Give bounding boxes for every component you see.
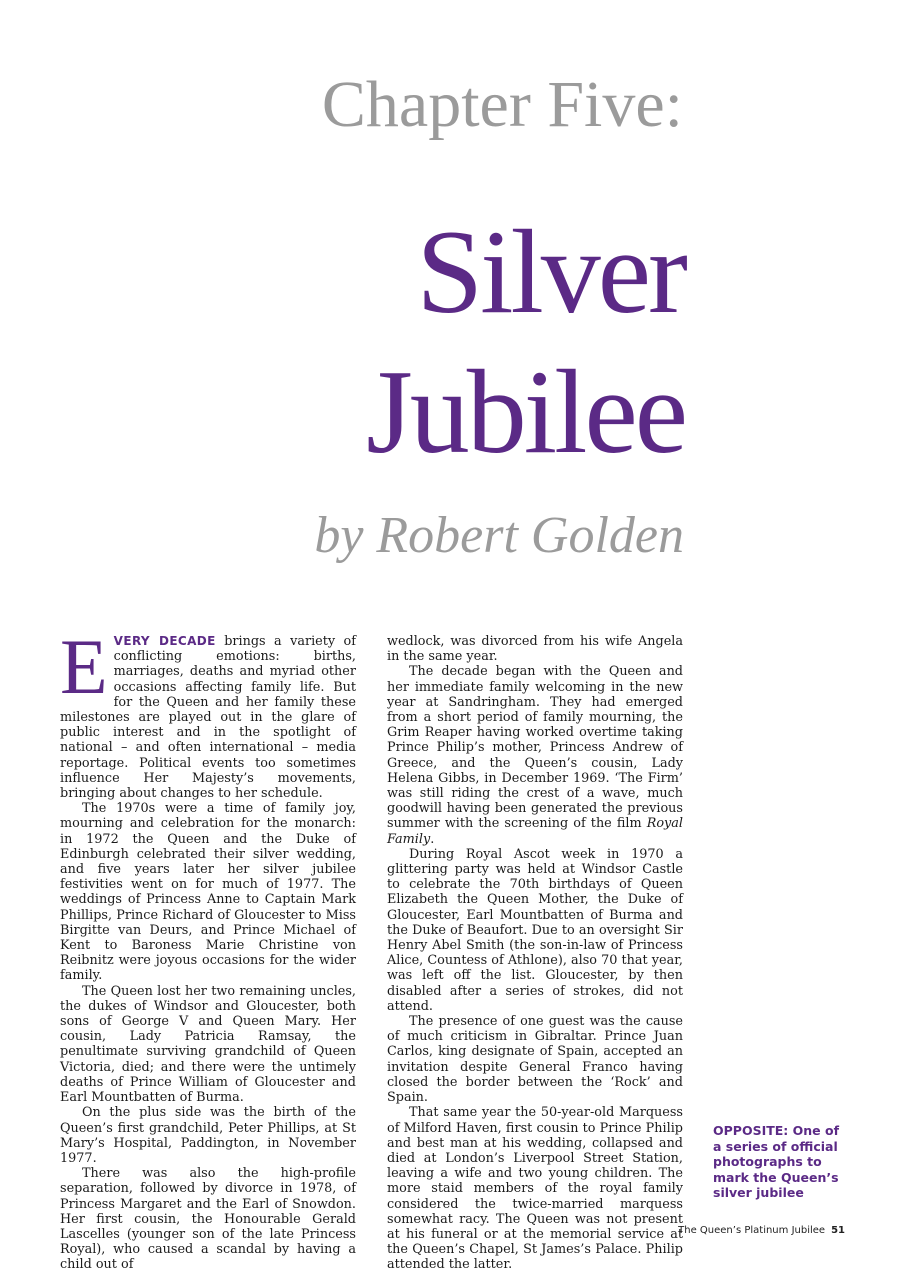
- paragraph: wedlock, was divorced from his wife Angela in the same year.: [387, 634, 683, 665]
- title-line-2: Jubilee: [366, 345, 685, 478]
- page-footer: [678, 1225, 845, 1236]
- paragraph: [60, 623, 357, 802]
- paragraph: On the plus side was the birth of the Queen’s first grandchild, Peter Phillips, at St Mary’s Hospital, Paddington, in November 1977.: [60, 1105, 356, 1166]
- drop-cap: E: [60, 623, 108, 710]
- paragraph: [387, 664, 683, 846]
- paragraph-text: brings a variety of conflicting emotions: births, marriages, deaths and myriad other occasions affecting family life. But for the Queen and her family these milestones are played out in the glare of public interest and in the spotlight of national – and often international – media reportage. Political events too sometimes influence Her Majesty’s movements, bringing about changes to her schedule.: [60, 634, 357, 802]
- chapter-label: Chapter Five:: [321, 68, 683, 141]
- publication-name: The Queen’s Platinum Jubilee: [678, 1225, 826, 1236]
- article-column-1: [60, 623, 357, 1273]
- paragraph: There was also the high-profile separation, followed by divorce in 1978, of Princess Margaret and the Earl of Snowdon. Her first cousin, the Honourable Gerald Lascelles (younger son of the late Princess Royal), who caused a scandal by having a child out of: [60, 1166, 356, 1273]
- paragraph: The Queen lost her two remaining uncles, the dukes of Windsor and Gloucester, both sons of George V and Queen Mary. Her cousin, Lady Patricia Ramsay, the penultimate surviving grandchild of Queen Victoria, died; and there were the untimely deaths of Prince William of Gloucester and Earl Mountbatten of Burma.: [60, 983, 356, 1106]
- title-line-1: Silver: [416, 205, 685, 338]
- photo-caption: OPPOSITE: One of a series of official photographs to mark the Queen’s silver jubilee: [713, 1123, 840, 1200]
- lead-in: VERY DECADE: [113, 634, 216, 648]
- page-number: 51: [831, 1225, 845, 1236]
- byline: by Robert Golden: [314, 507, 684, 564]
- paragraph-text: The decade began with the Queen and her immediate family welcoming in the new year at Sandringham. They had emerged from a short period of family mourning, the Grim Reaper having worked overtime taking Prince Philip’s mother, Princess Andrew of Greece, and the Queen’s cousin, Lady Helena Gibbs, in December 1969. ‘The Firm’ was still riding the crest of a wave, much goodwill having been generated the previous summer with the screening of the film: [387, 664, 683, 832]
- film-title: Royal Family: [387, 816, 683, 847]
- paragraph: The presence of one guest was the cause of much criticism in Gibraltar. Prince Juan Carlos, king designate of Spain, accepted an invitation despite General Franco having closed the border between the ‘Rock’ and Spain.: [387, 1014, 683, 1106]
- paragraph: That same year the 50-year-old Marquess of Milford Haven, first cousin to Prince Philip and best man at his wedding, collapsed and died at London’s Liverpool Street Station, leaving a wife and two young children. The more staid members of the royal family considered the twice-married marquess somewhat racy. The Queen was not present at his funeral or at the memorial service at the Queen’s Chapel, St James’s Palace. Philip attended the latter.: [387, 1105, 683, 1273]
- paragraph: During Royal Ascot week in 1970 a glittering party was held at Windsor Castle to celebrate the 70th birthdays of Queen Elizabeth the Queen Mother, the Duke of Gloucester, Earl Mountbatten of Burma and the Duke of Beaufort. Due to an oversight Sir Henry Abel Smith (the son-in-law of Princess Alice, Countess of Athlone), also 70 that year, was left off the list. Gloucester, by then disabled after a series of strokes, did not attend.: [387, 846, 683, 1014]
- paragraph-end: .: [430, 831, 435, 847]
- article-column-2: [387, 634, 683, 1273]
- paragraph: The 1970s were a time of family joy, mourning and celebration for the monarch: in 1972 the Queen and the Duke of Edinburgh celebrated their silver wedding, and five years later her silver jubilee festivities went on for much of 1977. The weddings of Princess Anne to Captain Mark Phillips, Prince Richard of Gloucester to Miss Birgitte van Deurs, and Prince Michael of Kent to Baroness Marie Christine von Reibnitz were joyous occasions for the wider family.: [60, 801, 356, 984]
